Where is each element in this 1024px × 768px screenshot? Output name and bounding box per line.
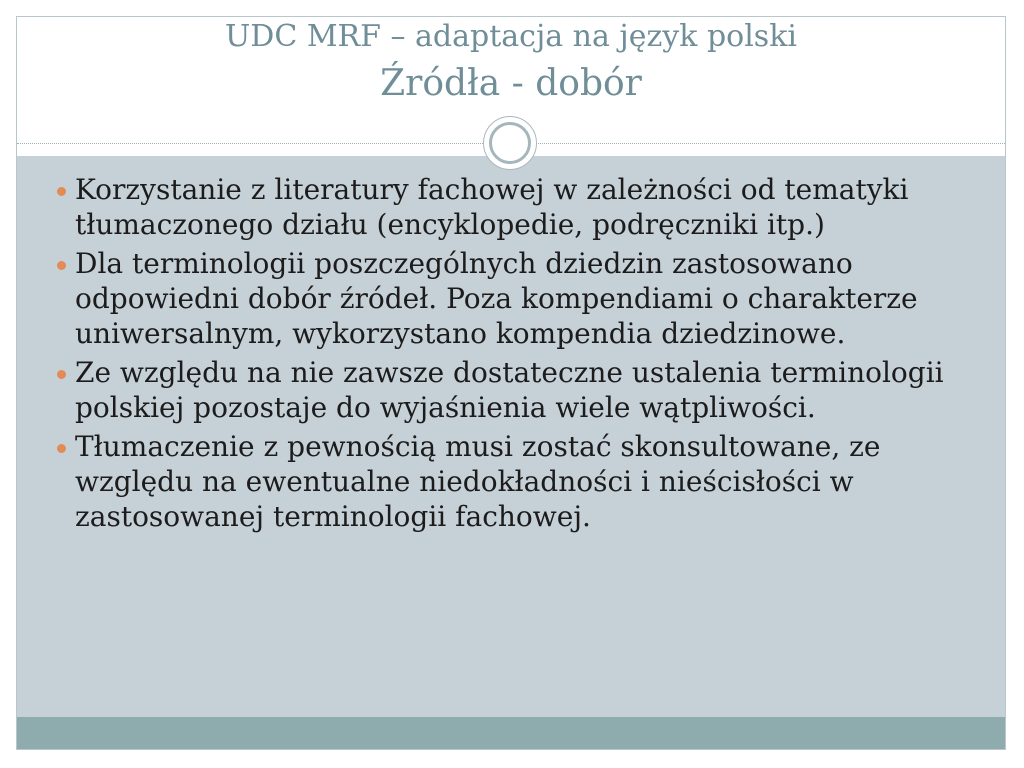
bullet-text: Dla terminologii poszczególnych dziedzin zastosowano odpowiedni dobór źródeł. Poza kompendiami o charakterze uniwersalnym, wykorzystano kompendia dziedzinowe. (75, 247, 918, 350)
bullet-icon (57, 370, 66, 379)
footer-band (17, 717, 1005, 750)
slide (16, 16, 1006, 750)
slide-title: UDC MRF – adaptacja na język polski (225, 19, 797, 54)
content-area (17, 156, 1005, 717)
bullet-text: Korzystanie z literatury fachowej w zależności od tematyki tłumaczonego działu (encyklopedie, podręczniki itp.) (75, 173, 909, 241)
bullet-item (75, 246, 975, 351)
bullet-text: Tłumaczenie z pewnością musi zostać skonsultowane, ze względu na ewentualne niedokładności i nieścisłości w zastosowanej terminologii fachowej. (75, 430, 881, 533)
bullet-icon (57, 444, 66, 453)
slide-subtitle: Źródła - dobór (380, 63, 642, 104)
bullet-text: Ze względu na nie zawsze dostateczne ustalenia terminologii polskiej pozostaje do wyjaśnienia wiele wątpliwości. (75, 356, 944, 424)
bullet-icon (57, 187, 66, 196)
bullet-item (75, 172, 975, 242)
circle-ornament-icon (483, 116, 537, 170)
bullet-list (75, 172, 975, 538)
bullet-item (75, 355, 975, 425)
bullet-icon (57, 261, 66, 270)
bullet-item (75, 429, 975, 534)
